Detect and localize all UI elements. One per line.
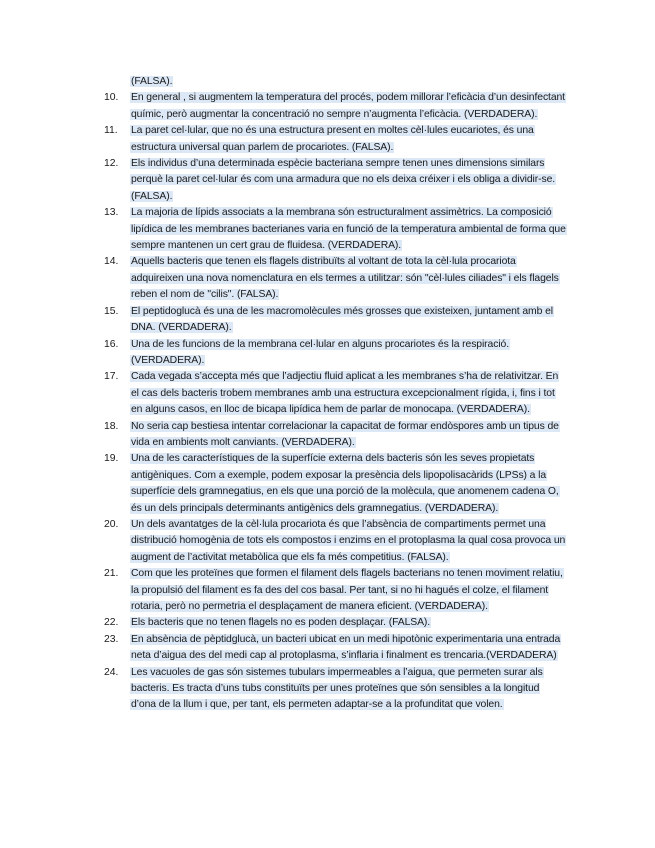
list-item (104, 205, 566, 254)
item-number: 19. (104, 453, 119, 465)
item-text-wrap (130, 451, 566, 517)
list-item (104, 615, 566, 631)
item-text: En general , si augmentem la temperatura del procés, podem millorar l’eficàcia d’un desinfectant químic, però augmentar la concentració no sempre n’augmenta l’eficàcia. (VERDADERA). (131, 92, 565, 120)
item-number: 22. (104, 617, 119, 629)
list-item (104, 517, 566, 566)
item-number: 23. (104, 633, 119, 645)
continuation-line (104, 74, 566, 90)
item-text: Una de les característiques de la superfície externa dels bacteris són les seves propietats antigèniques. Com a exemple, podem exposar la presència dels lipopolisacàrids (LPSs) a la superfície dels gramnegatius, en els que una porció de la molècula, que anomenem cadena O, és un dels principals determinants antigènics dels gramnegatius. (VERDADERA). (131, 453, 559, 514)
list-item (104, 304, 566, 337)
item-text: Els bacteris que no tenen flagels no es poden desplaçar. (FALSA). (131, 617, 431, 629)
item-text-wrap (130, 566, 566, 615)
list-item (104, 665, 566, 714)
list-item (104, 90, 566, 123)
item-number: 10. (104, 92, 119, 104)
item-text-wrap (130, 123, 566, 156)
list-item (104, 451, 566, 517)
item-text-wrap (130, 90, 566, 123)
item-number: 11. (104, 125, 118, 137)
item-number: 20. (104, 518, 119, 530)
item-text: En absència de pèptidglucà, un bacteri ubicat en un medi hipotònic experimentaria una entrada neta d’aigua des del medi cap al protoplasma, s’inflaria i finalment es trencaria.(VERDADERA) (131, 633, 561, 662)
item-number: 17. (104, 371, 119, 383)
item-text-wrap (130, 156, 566, 205)
item-text-wrap (130, 615, 566, 631)
item-text-wrap (130, 254, 566, 303)
item-text-wrap (130, 517, 566, 566)
item-text: No seria cap bestiesa intentar correlacionar la capacitat de formar endòspores amb un tipus de vida en ambients molt canviants. (VERDADERA). (131, 420, 559, 448)
item-text-wrap (130, 205, 566, 254)
item-text: Cada vegada s’accepta més que l’adjectiu fluid aplicat a les membranes s’ha de relativitzar. En el cas dels bacteris trobem membranes amb una estructura excepcionalment rígida, i, fins i tot en alguns casos, en lloc de bicapa lipídica hem de parlar de monocapa. (VERDADERA). (131, 371, 559, 416)
item-text: Aquells bacteris que tenen els flagels distribuïts al voltant de tota la cèl·lula procariota adquireixen una nova nomenclatura en els termes a utilitzar: són "cèl·lules ciliades" i els flagels reben el nom de "cilis". (FALSA). (131, 256, 559, 301)
item-number: 12. (104, 158, 119, 170)
list-item (104, 369, 566, 418)
item-text-wrap (130, 419, 566, 452)
item-text-wrap (130, 337, 566, 370)
item-text: Un dels avantatges de la cèl·lula procariota és que l’absència de compartiments permet una distribució homogènia de tots els compostos i enzims en el protoplasma la qual cosa provoca un augment de l’activitat metabòlica que els fa més competitius. (FALSA). (131, 518, 566, 563)
list-item (104, 419, 566, 452)
item-text-wrap (130, 665, 566, 714)
list-item (104, 254, 566, 303)
item-number: 14. (104, 256, 119, 268)
item-text-wrap (130, 304, 566, 337)
item-number: 16. (104, 338, 119, 350)
list-item (104, 632, 566, 665)
item-number: 13. (104, 207, 119, 219)
item-number: 18. (104, 420, 119, 432)
item-text-wrap (130, 632, 566, 665)
item-number: 24. (104, 666, 119, 678)
item-text-wrap (130, 369, 566, 418)
item-text: Les vacuoles de gas són sistemes tubulars impermeables a l’aigua, que permeten surar als bacteris. Es tracta d’uns tubs constituïts per unes proteïnes que són sensibles a la longitud d’ona de la llum i que, per tant, els permeten adaptar-se a la profunditat que volen. (131, 666, 543, 711)
list-item (104, 566, 566, 615)
item-text: La majoria de lípids associats a la membrana són estructuralment assimètrics. La composició lipídica de les membranes bacterianes varia en funció de la temperatura ambiental de forma que sempre mantenen un cert grau de fluidesa. (VERDADERA). (131, 207, 566, 252)
item-text: Els individus d’una determinada espècie bacteriana sempre tenen unes dimensions similars perquè la paret cel·lular és com una armadura que no els deixa créixer i els obliga a dividir-se. (FALSA). (131, 158, 556, 202)
item-text: Una de les funcions de la membrana cel·lular en alguns procariotes és la respiració. (VERDADERA). (131, 338, 509, 366)
item-text: La paret cel·lular, que no és una estructura present en moltes cèl·lules eucariotes, és una estructura universal quan parlem de procariotes. (FALSA). (131, 125, 534, 153)
list-item (104, 337, 566, 370)
list-item (104, 123, 566, 156)
item-number: 21. (104, 568, 119, 580)
item-text: Com que les proteïnes que formen el filament dels flagels bacterians no tenen moviment relatiu, la propulsió del filament es fa des del cos basal. Per tant, si no hi hagués el colze, el filament rotaria, però no permetria el desplaçament de manera eficient. (VERDADERA). (131, 568, 563, 612)
item-text: El peptidoglucà és una de les macromolècules més grosses que existeixen, juntament amb el DNA. (VERDADERA). (131, 305, 553, 334)
item-number: 15. (104, 305, 119, 317)
continuation-text: (FALSA). (131, 76, 173, 87)
statement-list (104, 74, 566, 714)
list-item (104, 156, 566, 205)
